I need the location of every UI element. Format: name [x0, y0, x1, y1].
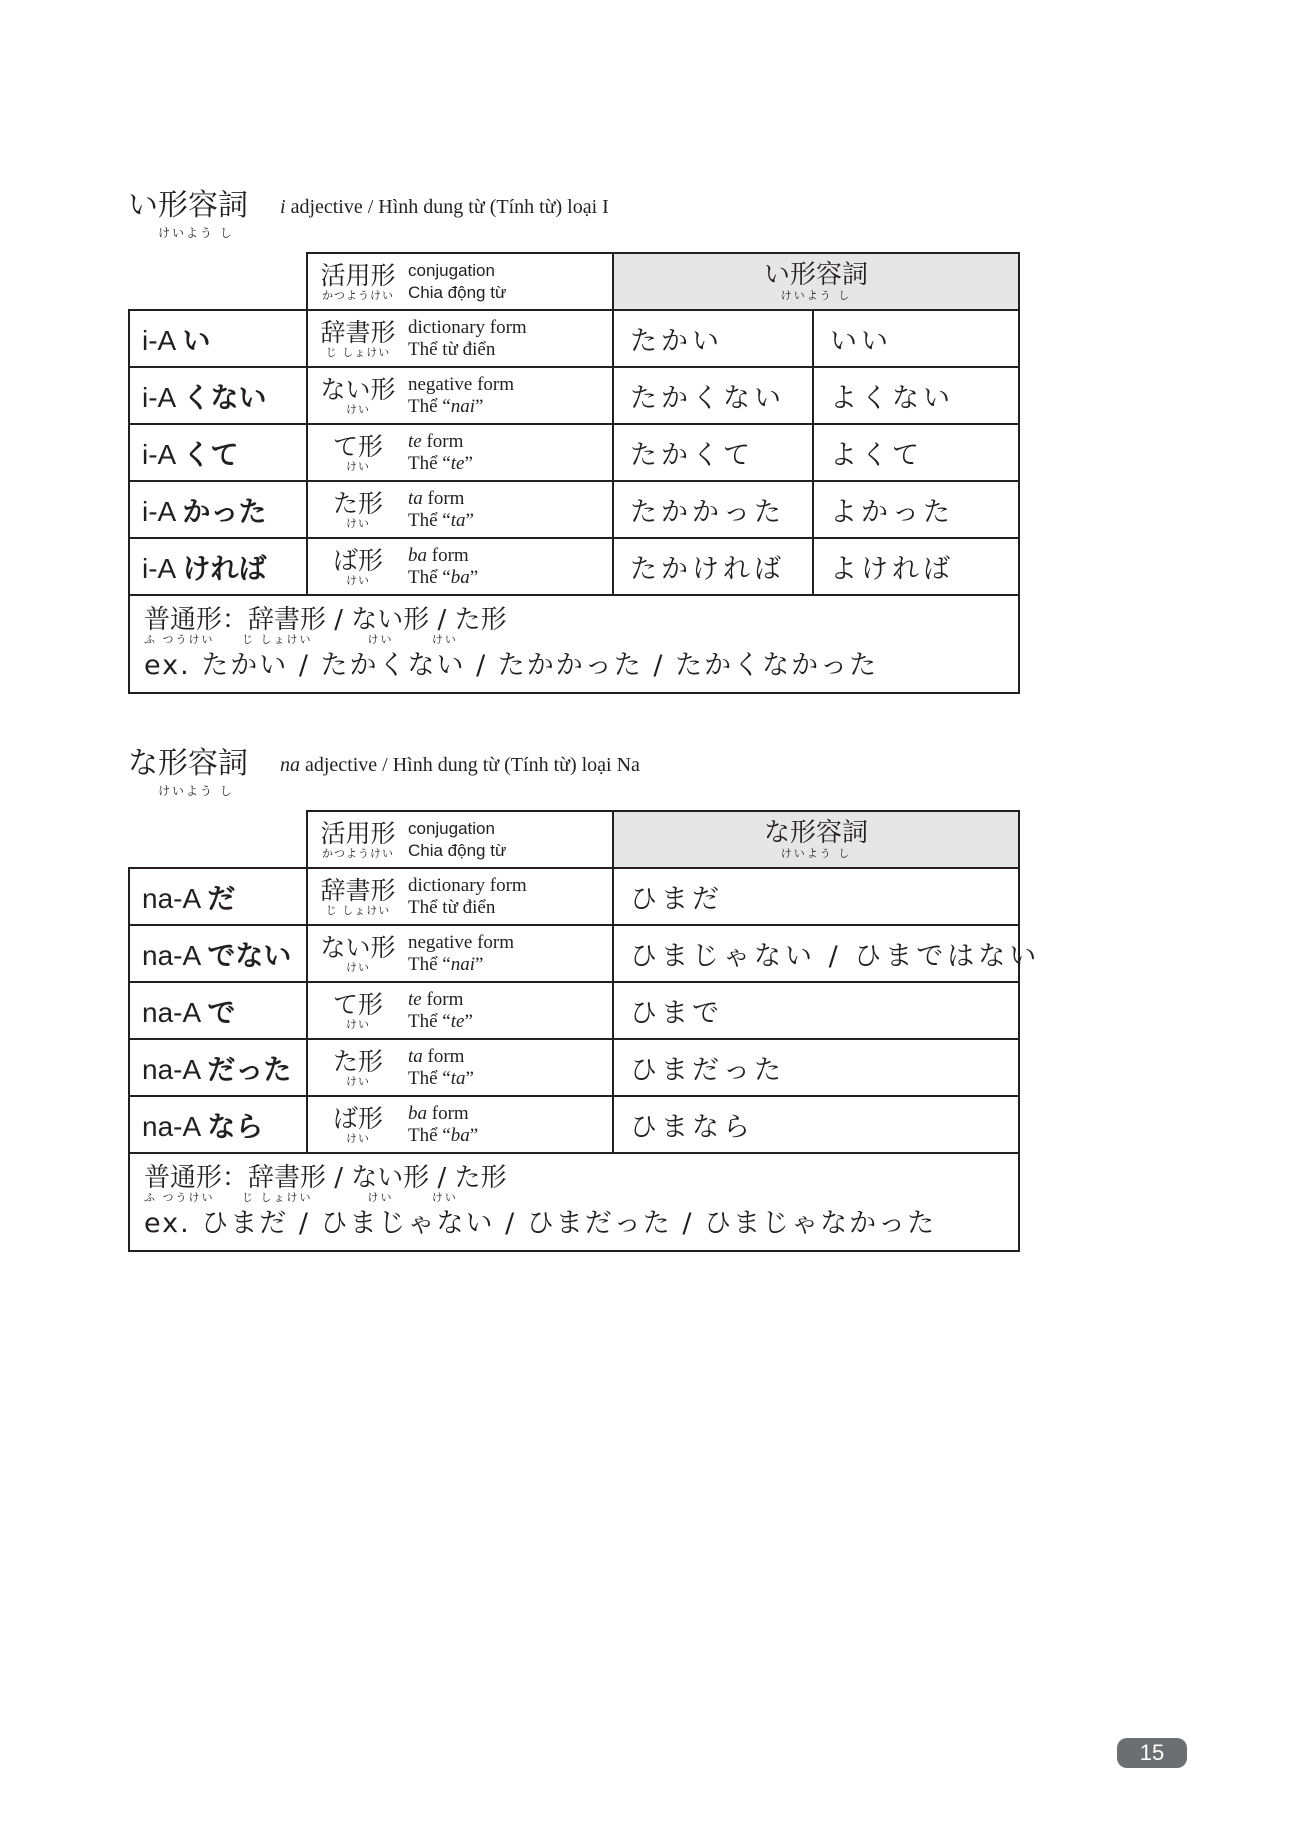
example-value: たかくない	[613, 367, 813, 424]
note-row	[129, 595, 1019, 693]
section-description: i adjective / Hình dung từ (Tính từ) loại I	[280, 196, 609, 218]
form-cell: て形 けい te form Thể “te”	[307, 982, 613, 1039]
example-value: たかい	[613, 310, 813, 367]
note-furigana: ふ つうけい じ しょけい けい けい	[144, 633, 458, 646]
note-line-plain-form: 普通形：辞書形 / ない形 / た形	[144, 1163, 507, 1193]
page-number: 15	[1117, 1738, 1187, 1768]
blank-corner	[129, 811, 307, 868]
example-value: よかった	[813, 481, 1019, 538]
conjugation-vi: Chia động từ	[408, 840, 507, 860]
row-label: na-A だった	[129, 1039, 307, 1096]
form-cell: ない形 けい negative form Thể “nai”	[307, 367, 613, 424]
form-cell: 辞書形 じ しょけい dictionary form Thể từ điển	[307, 868, 613, 925]
table-row	[129, 310, 1019, 367]
table-row	[129, 481, 1019, 538]
plain-form-note	[129, 595, 1019, 693]
plain-form-note	[129, 1153, 1019, 1251]
column-title: な形容詞	[763, 817, 868, 848]
table-header-row	[129, 811, 1019, 868]
conjugation-furigana: かつようけい	[322, 846, 394, 860]
table-row	[129, 367, 1019, 424]
row-label: i-A ければ	[129, 538, 307, 595]
conjugation-jp: 活用形	[320, 260, 396, 290]
na-adjective-table	[128, 810, 1041, 1252]
section-description: na adjective / Hình dung từ (Tính từ) loại Na	[280, 754, 640, 776]
note-furigana: ふ つうけい じ しょけい けい けい	[144, 1191, 458, 1204]
form-cell: て形 けい te form Thể “te”	[307, 424, 613, 481]
header-conjugation	[307, 811, 613, 868]
column-title-furigana: けいよう し	[780, 288, 852, 302]
note-row	[129, 1153, 1019, 1251]
form-cell: ない形 けい negative form Thể “nai”	[307, 925, 613, 982]
note-line-example: ex. たかい / たかくない / たかかった / たかくなかった	[144, 650, 879, 681]
example-value: ひまなら	[613, 1096, 1019, 1153]
row-label: i-A かった	[129, 481, 307, 538]
example-value: ひまだった	[613, 1039, 1019, 1096]
row-label: na-A でない	[129, 925, 307, 982]
table-row	[129, 538, 1019, 595]
example-value: いい	[813, 310, 1019, 367]
section-heading	[128, 748, 1018, 810]
section-title-furigana: けいよう し	[158, 226, 234, 240]
form-cell: ば形 けい ba form Thể “ba”	[307, 1096, 613, 1153]
table-header-row	[129, 253, 1019, 310]
conjugation-furigana: かつようけい	[322, 288, 394, 302]
section-title-furigana: けいよう し	[158, 784, 234, 798]
section-heading	[128, 190, 1018, 252]
example-value: よくない	[813, 367, 1019, 424]
form-cell: ば形 けい ba form Thể “ba”	[307, 538, 613, 595]
i-adjective-section	[128, 190, 1018, 694]
example-value: ひまだ	[613, 868, 1019, 925]
table-row	[129, 868, 1019, 925]
row-label: i-A い	[129, 310, 307, 367]
example-value: たかければ	[613, 538, 813, 595]
note-line-example: ex. ひまだ / ひまじゃない / ひまだった / ひまじゃなかった	[144, 1208, 937, 1239]
column-title: い形容詞	[764, 259, 869, 290]
table-row	[129, 1096, 1019, 1153]
form-cell: た形 けい ta form Thể “ta”	[307, 481, 613, 538]
section-title: い形容詞	[128, 188, 248, 223]
header-adjective-column	[613, 253, 1019, 310]
form-cell: た形 けい ta form Thể “ta”	[307, 1039, 613, 1096]
na-adjective-section	[128, 746, 1041, 1252]
table-row	[129, 1039, 1019, 1096]
header-adjective-column	[613, 811, 1019, 868]
example-value: ひまじゃない / ひまではない	[613, 925, 1019, 982]
form-cell: 辞書形 じ しょけい dictionary form Thể từ điển	[307, 310, 613, 367]
i-adjective-table	[128, 252, 1020, 694]
conjugation-jp: 活用形	[320, 818, 396, 848]
conjugation-en: conjugation	[408, 818, 495, 838]
row-label: i-A くない	[129, 367, 307, 424]
example-value: ひまで	[613, 982, 1019, 1039]
table-row	[129, 982, 1019, 1039]
column-title-furigana: けいよう し	[780, 846, 852, 860]
row-label: na-A なら	[129, 1096, 307, 1153]
row-label: na-A で	[129, 982, 307, 1039]
table-row	[129, 925, 1019, 982]
note-line-plain-form: 普通形：辞書形 / ない形 / た形	[144, 605, 507, 635]
table-row	[129, 424, 1019, 481]
conjugation-vi: Chia động từ	[408, 282, 507, 302]
header-conjugation	[307, 253, 613, 310]
example-value: よければ	[813, 538, 1019, 595]
example-value: よくて	[813, 424, 1019, 481]
example-value: たかかった	[613, 481, 813, 538]
row-label: i-A くて	[129, 424, 307, 481]
example-value: たかくて	[613, 424, 813, 481]
section-title: な形容詞	[128, 746, 248, 781]
row-label: na-A だ	[129, 868, 307, 925]
blank-corner	[129, 253, 307, 310]
conjugation-en: conjugation	[408, 260, 495, 280]
